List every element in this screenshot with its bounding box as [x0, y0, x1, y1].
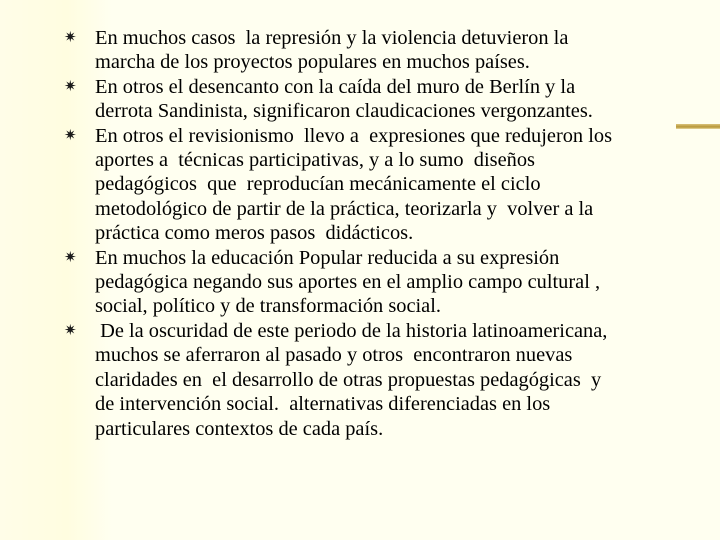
asterisk-bullet-icon: ✷	[64, 30, 77, 46]
bullet-item	[60, 124, 710, 246]
bullet-item	[60, 75, 710, 124]
bullet-text-line: De la oscuridad de este periodo de la historia latinoamericana,	[95, 319, 608, 342]
bullet-text-line: metodológico de partir de la práctica, teorizarla y volver a la	[95, 197, 594, 220]
bullet-text-line: muchos se aferraron al pasado y otros encontraron nuevas	[95, 344, 573, 367]
bullet-text-line: social, político y de transformación social.	[95, 295, 441, 318]
bullet-item	[60, 246, 710, 319]
asterisk-bullet-icon: ✷	[64, 322, 77, 339]
bullet-item	[60, 26, 710, 75]
bullet-text-line: particulares contextos de cada país.	[95, 417, 384, 440]
bullet-text-line: pedagógica negando sus aportes en el amplio campo cultural ,	[95, 271, 601, 294]
asterisk-bullet-icon: ✷	[64, 78, 77, 95]
asterisk-bullet-icon: ✷	[64, 127, 77, 144]
bullet-text-line: En muchos casos la represión y la violencia detuvieron la	[95, 27, 569, 49]
bullet-text-line: pedagógicos que reproducían mecánicamente el ciclo	[95, 173, 541, 196]
bullet-text-line: de intervención social. alternativas diferenciadas en los	[95, 393, 551, 416]
bullet-text-line: práctica como meros pasos didácticos.	[95, 222, 414, 245]
bullet-text-line: marcha de los proyectos populares en muchos países.	[95, 51, 530, 74]
bullet-text-line: derrota Sandinista, significaron claudicaciones vergonzantes.	[95, 100, 593, 123]
bullet-text-line: En otros el desencanto con la caída del muro de Berlín y la	[95, 75, 576, 98]
bullet-text-line: En otros el revisionismo llevo a expresiones que redujeron los	[95, 124, 613, 147]
bullet-list	[60, 26, 710, 441]
asterisk-bullet-icon: ✷	[64, 249, 77, 266]
bullet-item	[60, 319, 710, 441]
bullet-text-line: En muchos la educación Popular reducida a su expresión	[95, 246, 560, 269]
bullet-text-line: aportes a técnicas participativas, y a lo sumo diseños	[95, 149, 535, 172]
bullet-text-line: claridades en el desarrollo de otras propuestas pedagógicas y	[95, 368, 602, 391]
